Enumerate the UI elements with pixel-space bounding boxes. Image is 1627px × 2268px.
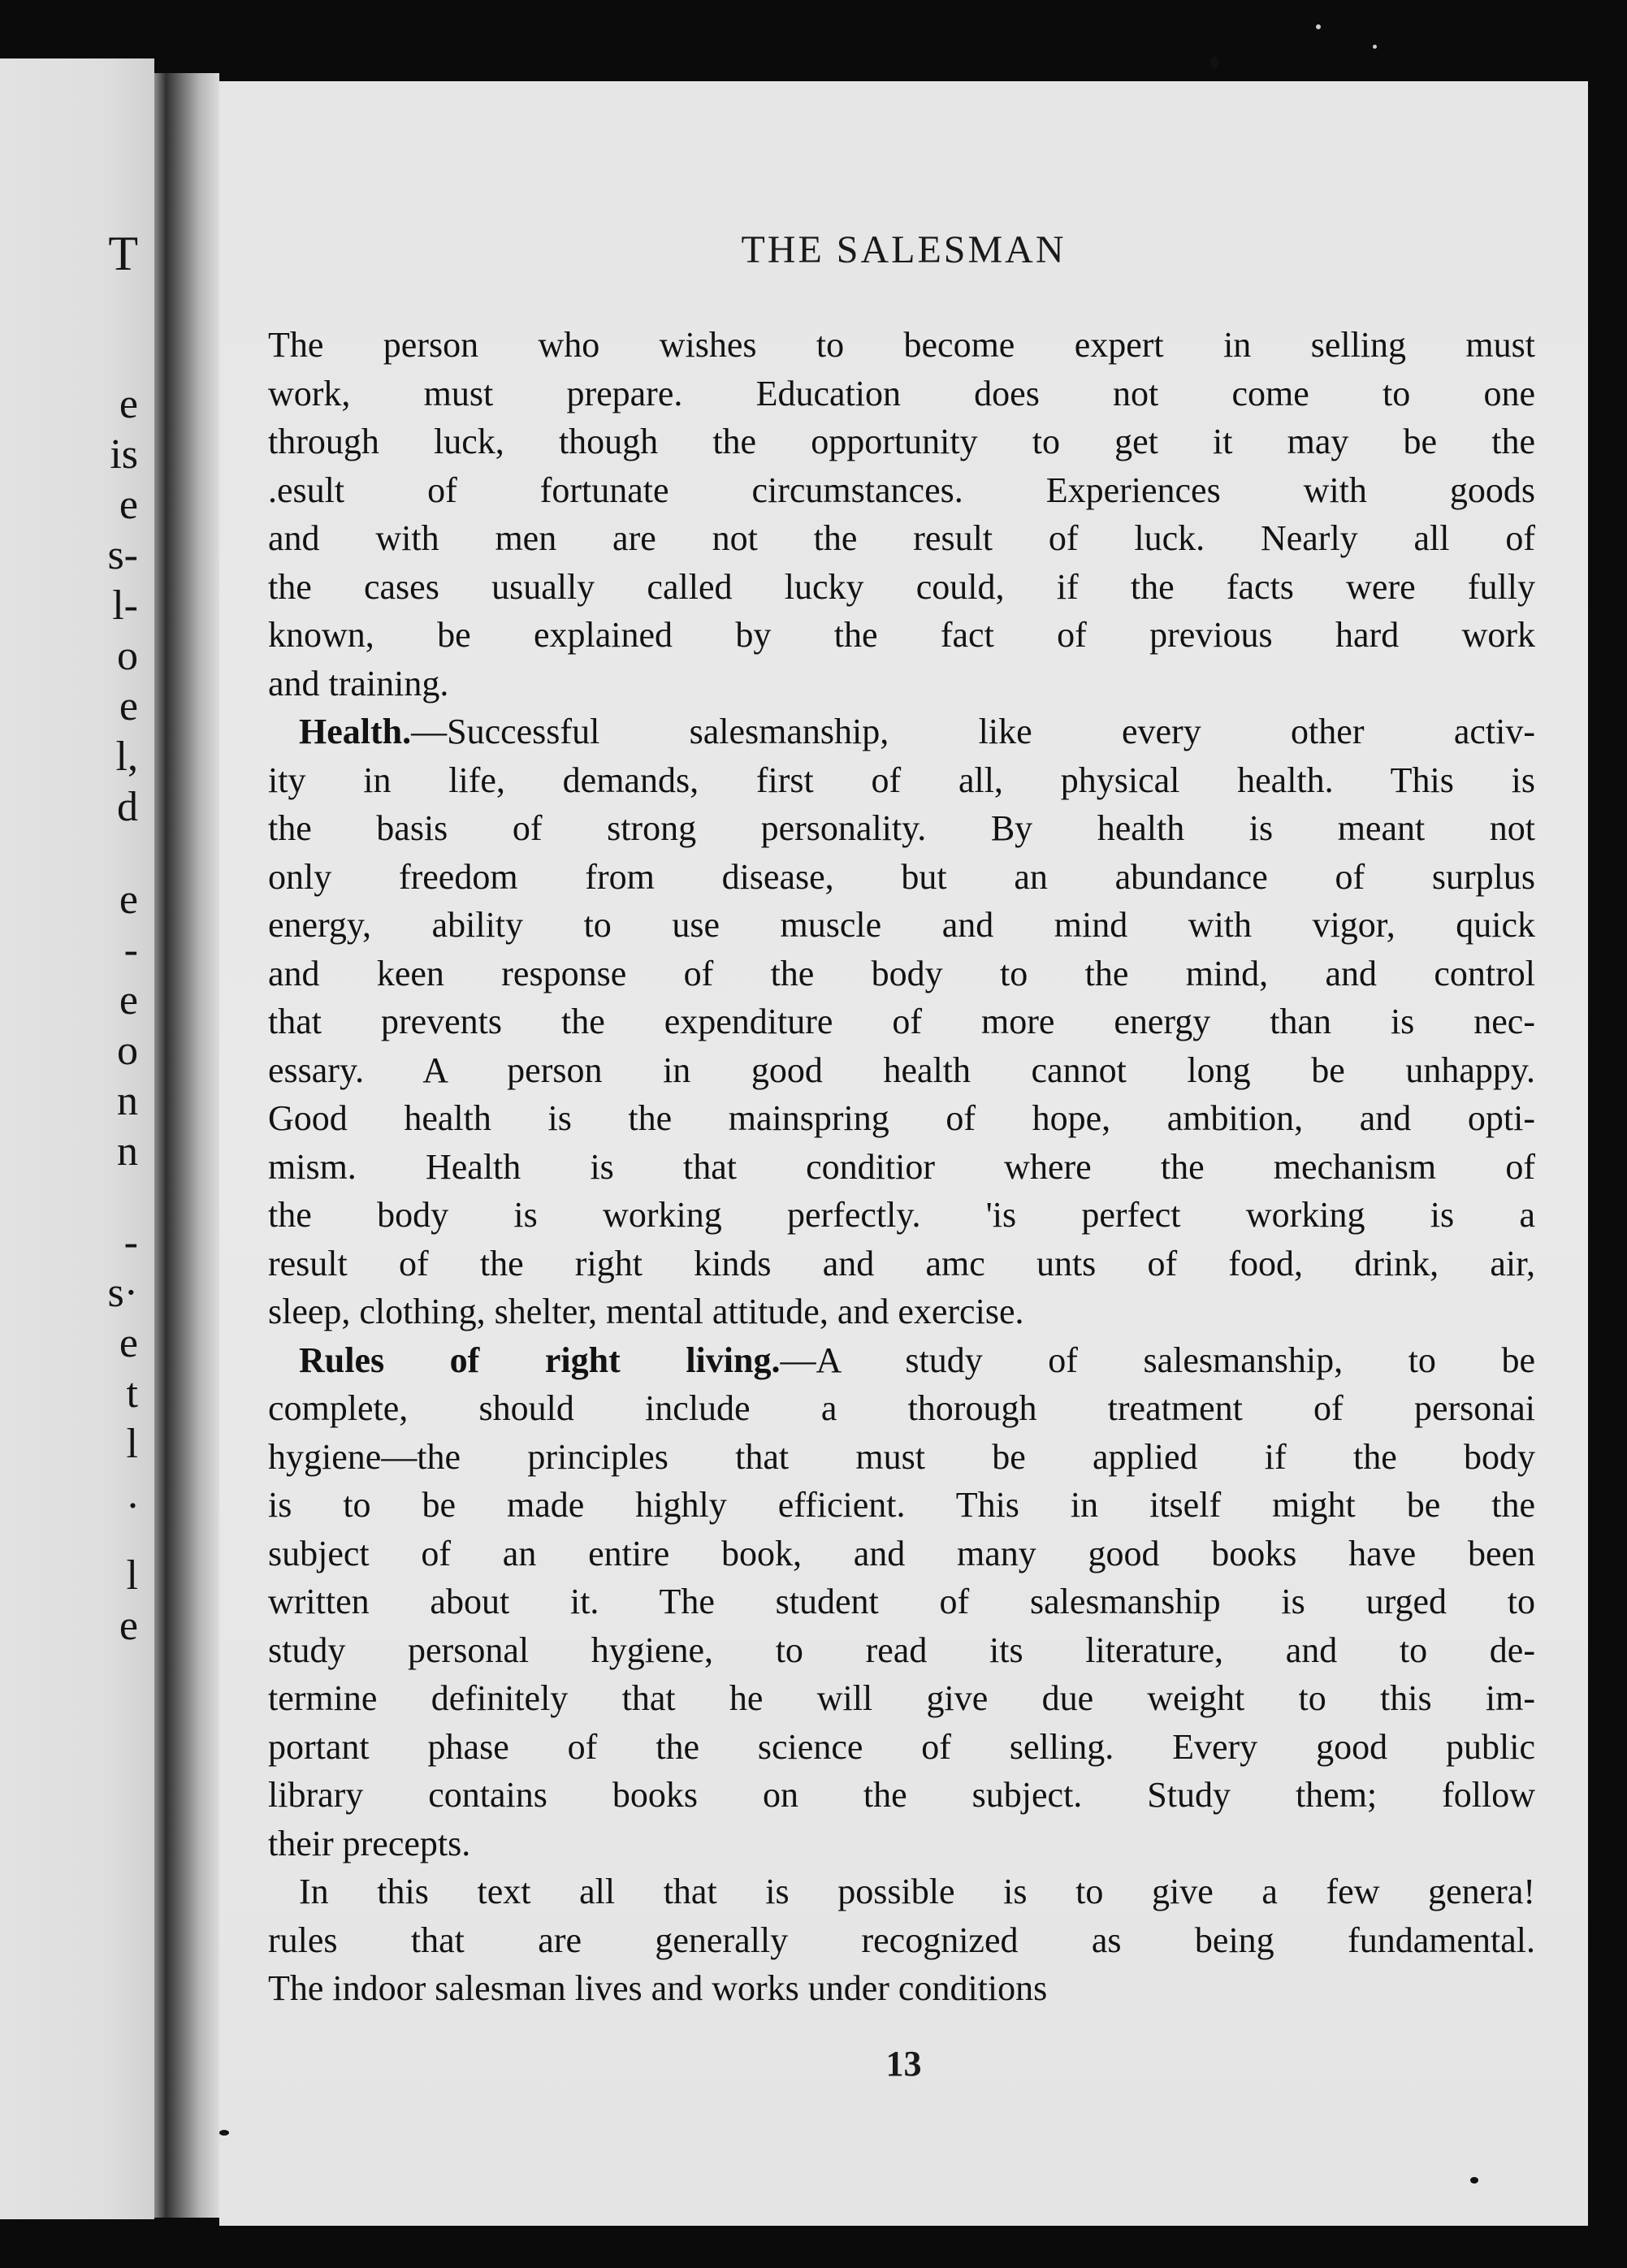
- text-line: through luck, though the opportunity to get it may be the: [268, 422, 1535, 461]
- text-run: —A study of salesmanship, to be: [780, 1340, 1535, 1380]
- text-line: complete, should include a thorough treatment of personai: [268, 1388, 1535, 1428]
- left-page-fragment: e: [119, 977, 138, 1024]
- right-page: [219, 81, 1588, 2226]
- dust-speck: [219, 2130, 229, 2136]
- left-page-fragment: .: [128, 1471, 138, 1517]
- text-line: Good health is the mainspring of hope, ambition, and opti-: [268, 1098, 1535, 1138]
- text-line: ity in life, demands, first of all, physical health. This is: [268, 760, 1535, 800]
- page-number: 13: [885, 2044, 922, 2084]
- text-line: rules that are generally recognized as being fundamental.: [268, 1920, 1535, 1960]
- text-line: result of the right kinds and amc unts of food, drink, air,: [268, 1243, 1535, 1283]
- text-line: study personal hygiene, to read its literature, and to de-: [268, 1630, 1535, 1670]
- text-line: mism. Health is that conditior where the mechanism of: [268, 1146, 1535, 1187]
- left-page-fragment: e: [119, 1603, 138, 1649]
- text-line: portant phase of the science of selling. Every good public: [268, 1726, 1535, 1767]
- text-line: library contains books on the subject. Study them; follow: [268, 1775, 1535, 1815]
- text-line: essary. A person in good health cannot long be unhappy.: [268, 1050, 1535, 1090]
- left-page-fragment: e: [119, 1320, 138, 1366]
- left-page-fragment: s·: [107, 1270, 138, 1316]
- body-text: [268, 321, 1535, 2013]
- left-page-fragment: s-: [107, 532, 138, 578]
- left-page-fragment: o: [117, 1028, 138, 1074]
- left-page-fragment: e: [119, 683, 138, 729]
- paragraph: [268, 1868, 1535, 2013]
- text-line: is to be made highly efficient. This in itself might be the: [268, 1485, 1535, 1525]
- left-page-fragment: l-: [112, 582, 138, 629]
- dust-speck: [1316, 24, 1321, 29]
- left-page-edge: [0, 58, 154, 2219]
- book-gutter: [154, 73, 219, 2218]
- left-page-fragment: e: [119, 482, 138, 528]
- left-page-fragment: n: [117, 1078, 138, 1124]
- left-page-fragment: -: [123, 1219, 138, 1266]
- left-page-fragment: is: [110, 431, 138, 478]
- text-line: work, must prepare. Education does not come to one: [268, 373, 1535, 413]
- text-line: sleep, clothing, shelter, mental attitude, and exercise.: [268, 1292, 1024, 1331]
- left-page-fragment: l,: [115, 734, 138, 780]
- text-line: written about it. The student of salesmanship is urged to: [268, 1582, 1535, 1621]
- text-run: —Successful salesmanship, like every other activ-: [411, 712, 1535, 751]
- dust-speck: [1373, 45, 1377, 49]
- text-line: The indoor salesman lives and works under conditions: [268, 1968, 1048, 2008]
- text-line: and training.: [268, 663, 449, 703]
- text-line: known, be explained by the fact of previous hard work: [268, 615, 1535, 655]
- text-line: .esult of fortunate circumstances. Experiences with goods: [268, 470, 1535, 510]
- text-line: [268, 708, 1535, 756]
- left-page-fragment: t: [126, 1370, 138, 1417]
- left-page-fragment: d: [117, 784, 138, 830]
- text-line: In this text all that is possible is to give a few genera!: [299, 1872, 1535, 1911]
- text-line: and with men are not the result of luck. Nearly all of: [268, 518, 1535, 558]
- text-line: subject of an entire book, and many good books have been: [268, 1533, 1535, 1573]
- left-page-fragment: o: [117, 633, 138, 679]
- text-line: energy, ability to use muscle and mind with vigor, quick: [268, 905, 1535, 945]
- text-line: The person who wishes to become expert in selling must: [268, 325, 1535, 365]
- left-page-fragment: n: [117, 1128, 138, 1175]
- paragraph: [268, 708, 1535, 1336]
- running-head: THE SALESMAN: [741, 228, 1067, 271]
- text-line: hygiene—the principles that must be applied if the body: [268, 1436, 1535, 1477]
- paragraph: [268, 321, 1535, 708]
- text-line: the basis of strong personality. By health is meant not: [268, 808, 1535, 848]
- paragraph: [268, 1336, 1535, 1868]
- left-page-fragment: -: [123, 927, 138, 973]
- left-page-fragment: e: [119, 876, 138, 923]
- dust-speck: [1470, 2177, 1478, 2184]
- left-page-fragment: l: [126, 1552, 138, 1599]
- text-line: that prevents the expenditure of more energy than is nec-: [268, 1002, 1535, 1041]
- text-line: only freedom from disease, but an abundance of surplus: [268, 856, 1535, 897]
- text-line: [268, 1336, 1535, 1385]
- paragraph-heading: Health.: [299, 712, 412, 751]
- text-line: the body is working perfectly. 'is perfect working is a: [268, 1195, 1535, 1235]
- left-page-fragment: T: [108, 227, 138, 280]
- text-line: and keen response of the body to the mind, and control: [268, 953, 1535, 993]
- text-line: termine definitely that he will give due weight to this im-: [268, 1678, 1535, 1718]
- paragraph-heading: Rules of right living.: [299, 1340, 781, 1380]
- text-line: their precepts.: [268, 1823, 471, 1863]
- dust-speck: [1210, 57, 1218, 68]
- left-page-fragment: e: [119, 381, 138, 427]
- text-line: the cases usually called lucky could, if the facts were fully: [268, 566, 1535, 607]
- left-page-fragment: l: [126, 1421, 138, 1467]
